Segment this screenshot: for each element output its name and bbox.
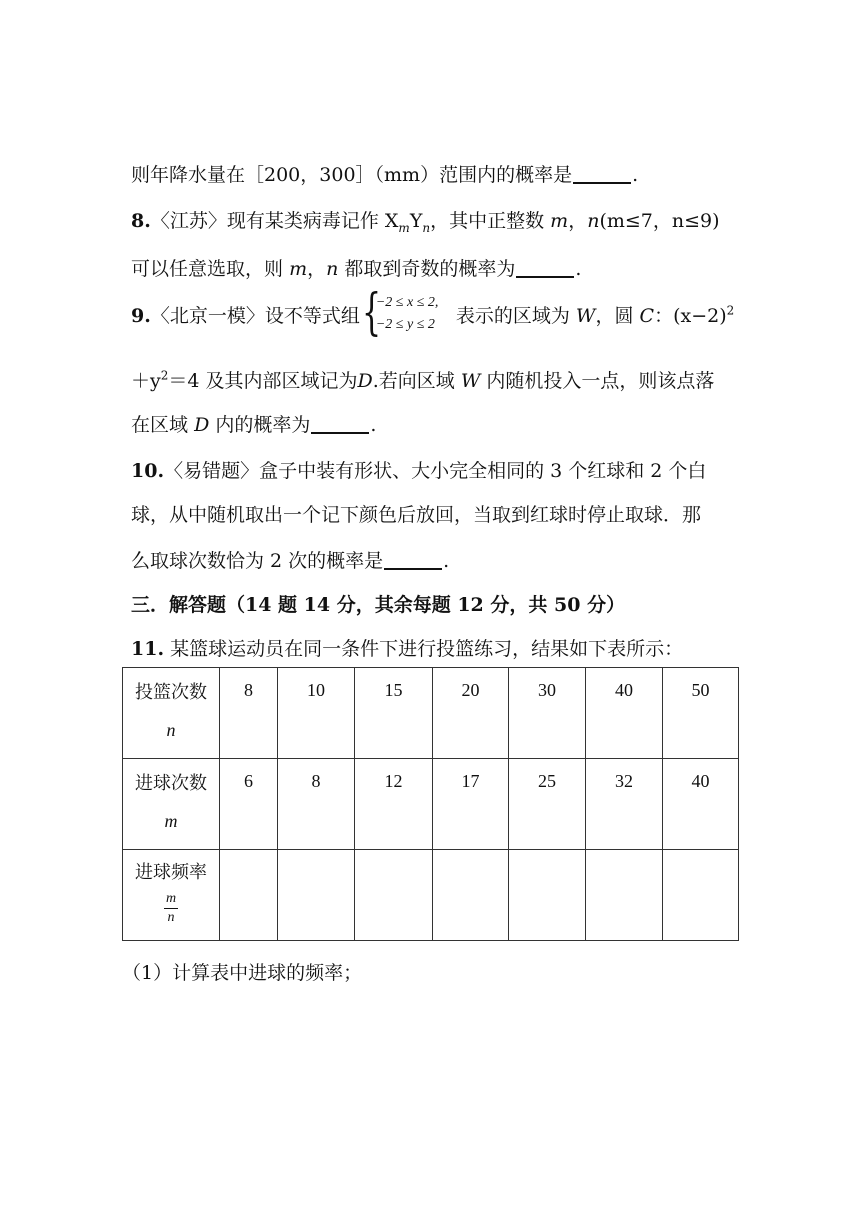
table-cell	[586, 850, 663, 941]
table-cell	[663, 850, 739, 941]
q8-text: 〈江苏〉现有某类病毒记作 X	[150, 210, 399, 232]
q7-tail-line	[131, 160, 638, 187]
section-heading	[131, 590, 625, 617]
q9-text: ＋y	[131, 370, 161, 392]
table-cell: 20	[433, 668, 509, 759]
q8-y: Y	[409, 210, 423, 232]
fraction-denominator: n	[167, 910, 175, 925]
comma: ，	[568, 210, 588, 232]
q8-text: 可以任意选取，则	[131, 258, 284, 280]
q8-line-1	[131, 206, 720, 235]
q9-text: 〈北京一模〉设不等式组	[150, 305, 360, 327]
q10-line-1	[131, 456, 706, 483]
subscript-n: n	[422, 220, 431, 235]
var-C: C	[639, 305, 655, 327]
var-D: D	[194, 414, 210, 436]
var-m: m	[289, 258, 308, 280]
q9-line-3	[131, 410, 376, 437]
q10-text: 〈易错题〉盒子中装有形状、大小完全相同的 3 个红球和 2 个白	[164, 460, 707, 482]
table-row	[123, 759, 739, 850]
q8-line-2	[131, 254, 581, 281]
question-number: 8.	[131, 210, 151, 232]
q9-text: ＝4 及其内部区域记为	[168, 370, 358, 392]
table-cell: 10	[278, 668, 355, 759]
q9-line-1	[131, 283, 735, 341]
q8-text: ，其中正整数	[430, 210, 545, 232]
q9-text: .若向区域	[372, 370, 455, 392]
section-title: 三．解答题（14 题 14 分，其余每题 12 分，共 50 分）	[131, 594, 626, 616]
row-label: 进球频率	[135, 862, 207, 883]
answer-blank	[516, 258, 574, 278]
table-cell: 12	[355, 759, 433, 850]
comma: ，	[307, 258, 327, 280]
table-cell: 40	[663, 759, 739, 850]
table-row	[123, 668, 739, 759]
superscript-2: 2	[726, 303, 735, 318]
table-cell: 8	[278, 759, 355, 850]
table-cell: 50	[663, 668, 739, 759]
var-n: n	[587, 210, 600, 232]
table-cell	[509, 850, 586, 941]
inequality-2: −2 ≤ y ≤ 2	[375, 317, 435, 332]
q9-text: 内随机投入一点，则该点落	[486, 370, 715, 392]
period: .	[443, 550, 450, 572]
answer-blank	[384, 550, 442, 570]
inequality-system	[361, 283, 452, 341]
brace-icon: {	[361, 283, 381, 341]
row-header	[123, 759, 220, 850]
q8-range: (m≤7，n≤9)	[599, 210, 720, 232]
table-cell	[433, 850, 509, 941]
period: .	[575, 258, 582, 280]
q9-line-2	[131, 366, 714, 393]
table-cell: 15	[355, 668, 433, 759]
row-label: 投篮次数	[135, 682, 207, 703]
table-cell: 17	[433, 759, 509, 850]
table-cell: 8	[220, 668, 278, 759]
row-label: 进球次数	[135, 773, 207, 794]
table-cell: 40	[586, 668, 663, 759]
period: .	[370, 414, 377, 436]
var-m: m	[550, 210, 569, 232]
table-cell: 25	[509, 759, 586, 850]
answer-blank	[573, 164, 631, 184]
q8-text: 都取到奇数的概率为	[344, 258, 516, 280]
row-var: m	[164, 811, 178, 831]
q11-text: 某篮球运动员在同一条件下进行投篮练习，结果如下表所示：	[170, 638, 684, 660]
q10-text: 么取球次数恰为 2 次的概率是	[131, 550, 384, 572]
question-number: 10.	[131, 460, 165, 482]
sub-question-text: （1）计算表中进球的频率；	[122, 962, 363, 984]
var-W: W	[460, 370, 481, 392]
question-number: 11.	[131, 638, 165, 660]
row-header	[123, 850, 220, 941]
q11-sub-1	[122, 958, 362, 985]
superscript-2: 2	[160, 368, 169, 383]
q9-text: 内的概率为	[215, 414, 311, 436]
shooting-table	[122, 667, 739, 941]
q7-tail-text: 则年降水量在［200，300］（mm）范围内的概率是	[131, 164, 573, 186]
question-number: 9.	[131, 305, 151, 327]
answer-blank	[311, 414, 369, 434]
q9-text: 在区域	[131, 414, 189, 436]
table-cell	[220, 850, 278, 941]
q10-line-2	[131, 500, 701, 527]
q9-text: 表示的区域为	[455, 305, 570, 327]
fraction-m-over-n	[164, 892, 178, 925]
q11-line	[131, 634, 683, 661]
table-cell: 30	[509, 668, 586, 759]
q10-line-3	[131, 546, 449, 573]
table-cell	[355, 850, 433, 941]
inequality-1: −2 ≤ x ≤ 2,	[375, 295, 439, 310]
fraction-numerator: m	[164, 892, 178, 909]
subscript-m: m	[398, 220, 410, 235]
row-var: n	[166, 720, 176, 740]
q9-circle-eq: ：(x−2)	[654, 305, 727, 327]
var-D: D	[357, 370, 373, 392]
var-n: n	[326, 258, 339, 280]
q10-text: 球，从中随机取出一个记下颜色后放回，当取到红球时停止取球．那	[131, 504, 702, 526]
table-cell	[278, 850, 355, 941]
var-W: W	[575, 305, 596, 327]
table-row	[123, 850, 739, 941]
period: .	[632, 164, 639, 186]
table-cell: 32	[586, 759, 663, 850]
row-header	[123, 668, 220, 759]
table-cell: 6	[220, 759, 278, 850]
q9-text: ，圆	[595, 305, 634, 327]
